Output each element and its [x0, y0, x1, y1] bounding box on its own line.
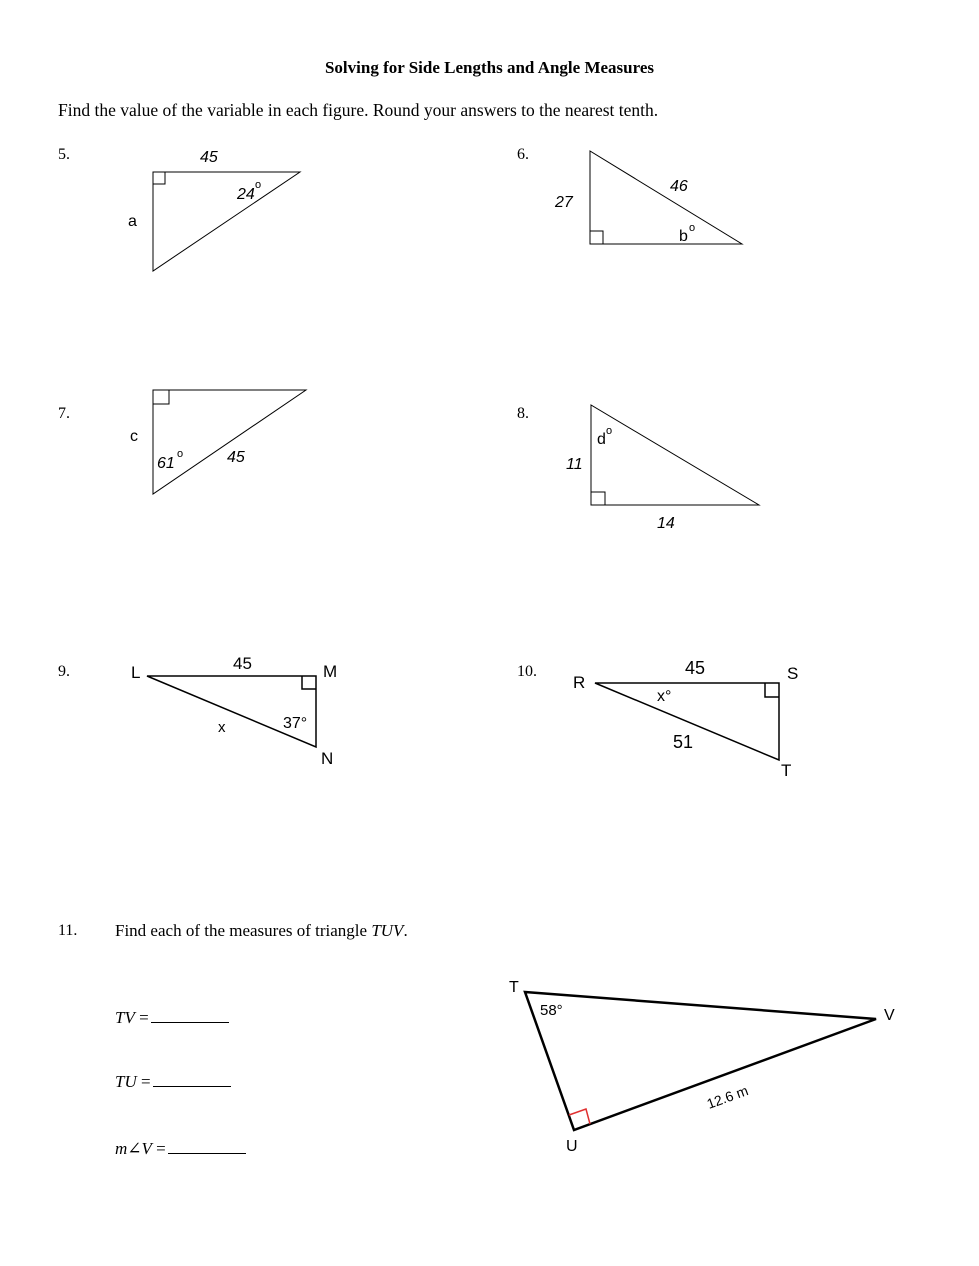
degree-7: o — [177, 448, 184, 460]
degree-5: o — [255, 179, 262, 191]
answer-tu: TU = — [115, 1072, 231, 1092]
triangle-11 — [509, 979, 895, 1155]
label-8-angle: d — [597, 431, 606, 448]
vertex-11-U: U — [566, 1138, 578, 1155]
triangle-10 — [573, 658, 798, 780]
vertex-9-M: M — [323, 662, 338, 681]
triangle-6 — [554, 151, 742, 245]
label-9-angle: 37° — [283, 715, 308, 732]
triangle-11-shape — [525, 992, 876, 1130]
label-11-side: 12.6 m — [704, 1082, 751, 1112]
triangle-5-shape — [153, 172, 300, 271]
triangle-7 — [130, 390, 306, 494]
label-7-left: c — [130, 428, 138, 445]
problem-number-11: 11. — [58, 922, 78, 939]
label-10-hyp: 51 — [673, 732, 694, 752]
label-11-angle: 58° — [540, 1002, 563, 1019]
label-5-top: 45 — [200, 149, 218, 166]
triangle-8 — [566, 405, 759, 532]
label-10-angle: x° — [657, 688, 672, 705]
instructions: Find the value of the variable in each figure. Round your answers to the nearest tenth. — [58, 100, 659, 120]
answer-tv: TV = — [115, 1008, 229, 1028]
vertex-10-R: R — [573, 673, 586, 692]
vertex-10-T: T — [781, 761, 792, 780]
label-8-bottom: 14 — [657, 515, 675, 532]
degree-8: o — [606, 425, 613, 437]
problem-number-6: 6. — [517, 146, 529, 163]
vertex-9-L: L — [131, 663, 141, 682]
right-angle-mark-6 — [590, 231, 603, 244]
vertex-11-T: T — [509, 979, 519, 996]
vertex-11-V: V — [884, 1007, 895, 1024]
label-7-hyp: 45 — [227, 449, 245, 466]
right-angle-mark-8 — [591, 492, 605, 505]
label-8-left: 11 — [566, 456, 583, 473]
label-5-left: a — [128, 213, 137, 230]
answer-angle-v: m∠V = — [115, 1139, 246, 1159]
degree-6: o — [689, 222, 696, 234]
label-6-angle: b — [679, 228, 688, 245]
triangle-6-shape — [590, 151, 742, 244]
right-angle-mark-7 — [153, 390, 169, 404]
triangle-8-shape — [591, 405, 759, 505]
right-angle-mark-5 — [153, 172, 165, 184]
right-angle-mark-10 — [765, 683, 779, 697]
page-title: Solving for Side Lengths and Angle Measures — [324, 58, 655, 77]
problem-number-8: 8. — [517, 405, 529, 422]
label-9-hyp: x — [218, 719, 226, 736]
problem-number-5: 5. — [58, 146, 70, 163]
problem-number-10: 10. — [517, 663, 537, 680]
label-7-angle: 61 — [157, 455, 175, 472]
label-5-angle: 24 — [237, 186, 255, 203]
right-angle-mark-9 — [302, 676, 316, 689]
label-9-top: 45 — [233, 654, 252, 673]
triangle-9 — [131, 654, 337, 768]
problem-number-9: 9. — [58, 663, 70, 680]
triangle-5 — [128, 149, 300, 271]
label-6-hyp: 46 — [670, 178, 688, 195]
label-6-left: 27 — [555, 194, 573, 211]
label-10-top: 45 — [685, 658, 706, 678]
problem-11-prompt: Find each of the measures of triangle TUV. — [115, 921, 408, 940]
triangle-7-shape — [153, 390, 306, 494]
vertex-10-S: S — [787, 664, 799, 683]
problem-number-7: 7. — [58, 405, 70, 422]
vertex-9-N: N — [321, 749, 334, 768]
triangle-9-shape — [147, 676, 316, 747]
triangle-name: TUV — [371, 921, 404, 940]
